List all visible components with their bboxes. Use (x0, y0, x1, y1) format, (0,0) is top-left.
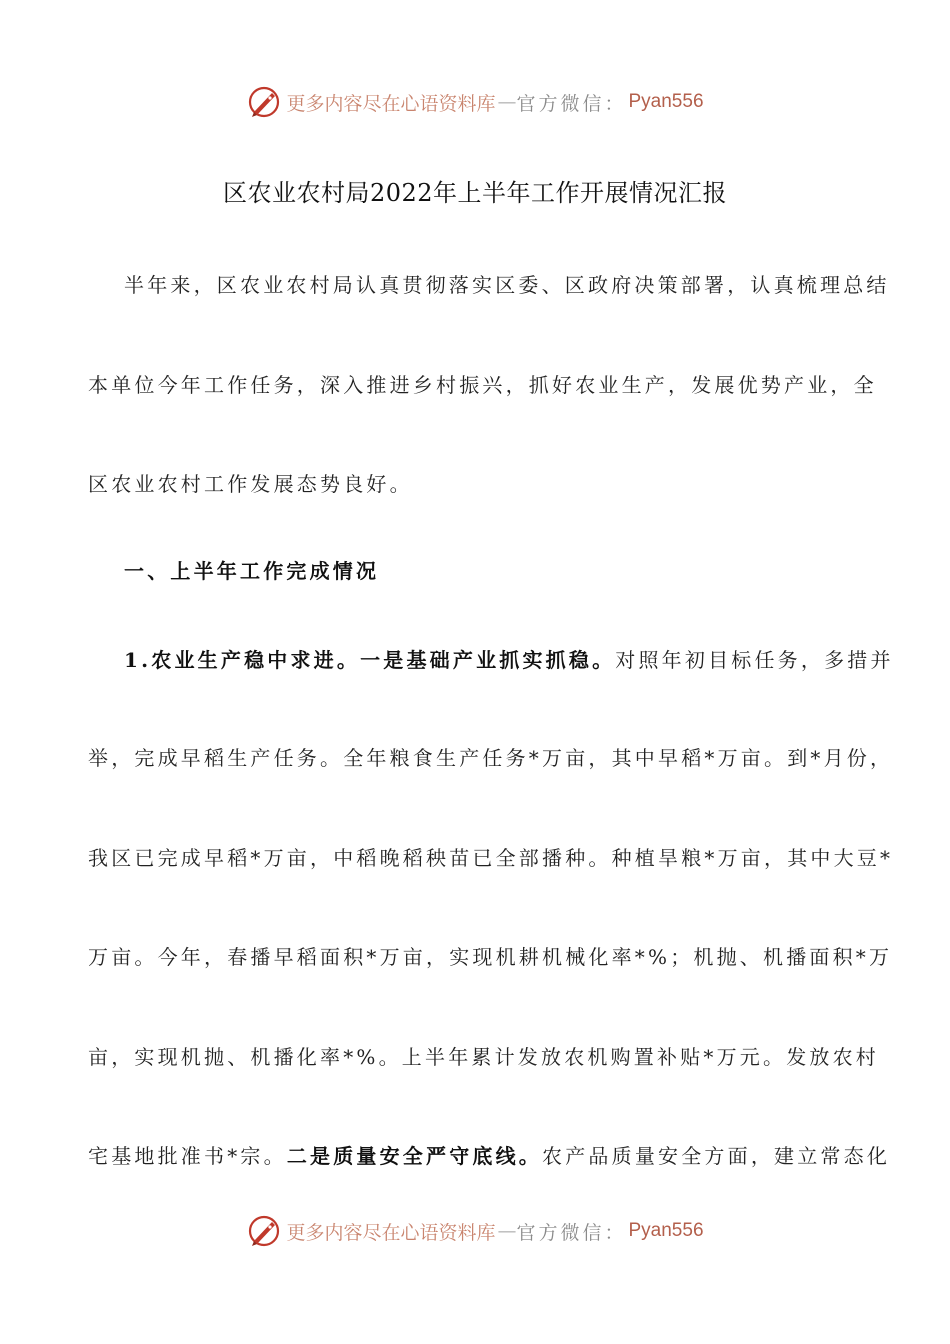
paragraph-subheading: 二是质量安全严守底线。 (286, 1144, 543, 1168)
watermark-main-text: 更多内容尽在心语资料库 (286, 92, 496, 115)
watermark-sub-text: 官方微信： (516, 1221, 627, 1244)
watermark-id: Pyan556 (628, 1220, 704, 1241)
watermark-sub-text: 官方微信： (516, 92, 627, 115)
paragraph-line: 半年来，区农业农村局认真贯彻落实区委、区政府决策部署，认真梳理总结 (124, 273, 890, 297)
pen-logo-icon (246, 1213, 282, 1249)
paragraph-line (124, 640, 904, 680)
paragraph-heading: 1.农业生产稳中求进。一是基础产业抓实抓稳。 (124, 648, 616, 672)
paragraph-line: 区农业农村工作发展态势良好。 (88, 472, 413, 496)
watermark-dash: — (497, 1220, 515, 1242)
paragraph-line: 亩，实现机抛、机播化率*%。上半年累计发放农机购置补贴*万元。发放农村 (88, 1045, 880, 1069)
paragraph-text: 对照年初目标任务，多措并 (615, 648, 894, 672)
watermark-main-text: 更多内容尽在心语资料库 (286, 1221, 496, 1244)
paragraph-line: 举，完成早稻生产任务。全年粮食生产任务*万亩，其中早稻*万亩。到*月份， (88, 746, 894, 770)
watermark-dash: — (497, 91, 515, 113)
paragraph-line: 万亩。今年，春播早稻面积*万亩，实现机耕机械化率*%；机抛、机播面积*万 (88, 945, 893, 969)
pen-logo-icon (246, 84, 282, 120)
watermark-header (0, 80, 950, 124)
section-heading: 一、上半年工作完成情况 (124, 559, 380, 583)
paragraph-text: 农产品质量安全方面，建立常态化 (542, 1144, 891, 1168)
paragraph-line (88, 1136, 891, 1176)
paragraph-line: 我区已完成早稻*万亩，中稻晚稻秧苗已全部播种。种植旱粮*万亩，其中大豆* (88, 846, 894, 870)
paragraph-line: 本单位今年工作任务，深入推进乡村振兴，抓好农业生产，发展优势产业，全 (88, 373, 877, 397)
paragraph-text: 宅基地批准书*宗。 (88, 1144, 287, 1168)
watermark-id: Pyan556 (628, 91, 704, 112)
watermark-footer (0, 1209, 950, 1253)
document-title: 区农业农村局2022年上半年工作开展情况汇报 (222, 179, 728, 207)
